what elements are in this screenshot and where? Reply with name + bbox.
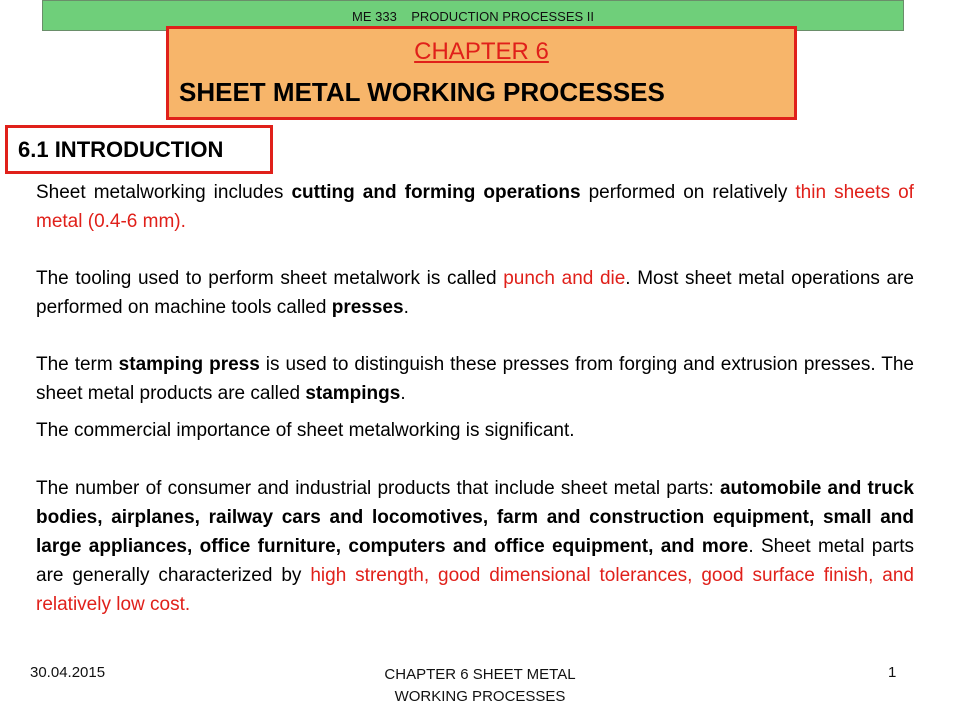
text-run-bold: stampings xyxy=(305,383,401,404)
text-run-normal: The commercial importance of sheet metalworking is significant. xyxy=(36,420,575,441)
text-run-bold: presses xyxy=(331,297,404,318)
chapter-header-box xyxy=(166,26,797,120)
chapter-number: CHAPTER 6 xyxy=(414,38,549,65)
text-run-normal: The tooling used to perform sheet metalwork is called xyxy=(36,268,504,289)
paragraph-definition xyxy=(36,178,914,236)
text-run-bold: stamping press xyxy=(118,354,260,375)
footer-title xyxy=(0,664,960,708)
text-run-red: punch and die xyxy=(503,268,626,289)
chapter-title: SHEET METAL WORKING PROCESSES xyxy=(179,77,665,107)
text-run-normal: . Most sheet metal operations are performed on machine tools called xyxy=(36,268,914,318)
text-run-normal: . xyxy=(403,297,409,318)
text-run-normal: . Sheet metal parts are generally characterized by xyxy=(36,536,915,586)
text-run-normal: The term xyxy=(36,354,119,375)
text-run-normal: is used to distinguish these presses from forging and extrusion presses. The sheet metal products are called xyxy=(36,354,914,404)
paragraph-tooling xyxy=(36,264,914,322)
footer-title-line1: CHAPTER 6 SHEET METAL xyxy=(384,666,576,683)
paragraph-importance xyxy=(36,416,914,445)
text-run-bold: automobile and truck bodies, airplanes, railway cars and locomotives, farm and construction equipment, small and large appliances, office furniture, computers and office equipment, and more xyxy=(36,478,914,557)
text-run-normal: performed on relatively xyxy=(580,182,796,203)
text-run-red: high strength, good dimensional tolerances, good surface finish, and relatively low cost. xyxy=(36,565,914,615)
footer-page-number: 1 xyxy=(888,664,897,681)
course-banner: ME 333 PRODUCTION PROCESSES II xyxy=(42,0,904,31)
paragraph-products xyxy=(36,474,914,619)
text-run-normal: The number of consumer and industrial products that include sheet metal parts: xyxy=(36,478,720,499)
section-heading: 6.1 INTRODUCTION xyxy=(5,125,273,174)
text-run-red: thin sheets of metal (0.4-6 mm). xyxy=(36,182,914,232)
footer-date: 30.04.2015 xyxy=(30,664,106,681)
text-run-bold: cutting and forming operations xyxy=(291,182,581,203)
text-run-normal: Sheet metalworking includes xyxy=(36,182,292,203)
paragraph-stamping xyxy=(36,350,914,408)
footer-title-line2: WORKING PROCESSES xyxy=(394,688,566,705)
text-run-normal: . xyxy=(400,383,406,404)
